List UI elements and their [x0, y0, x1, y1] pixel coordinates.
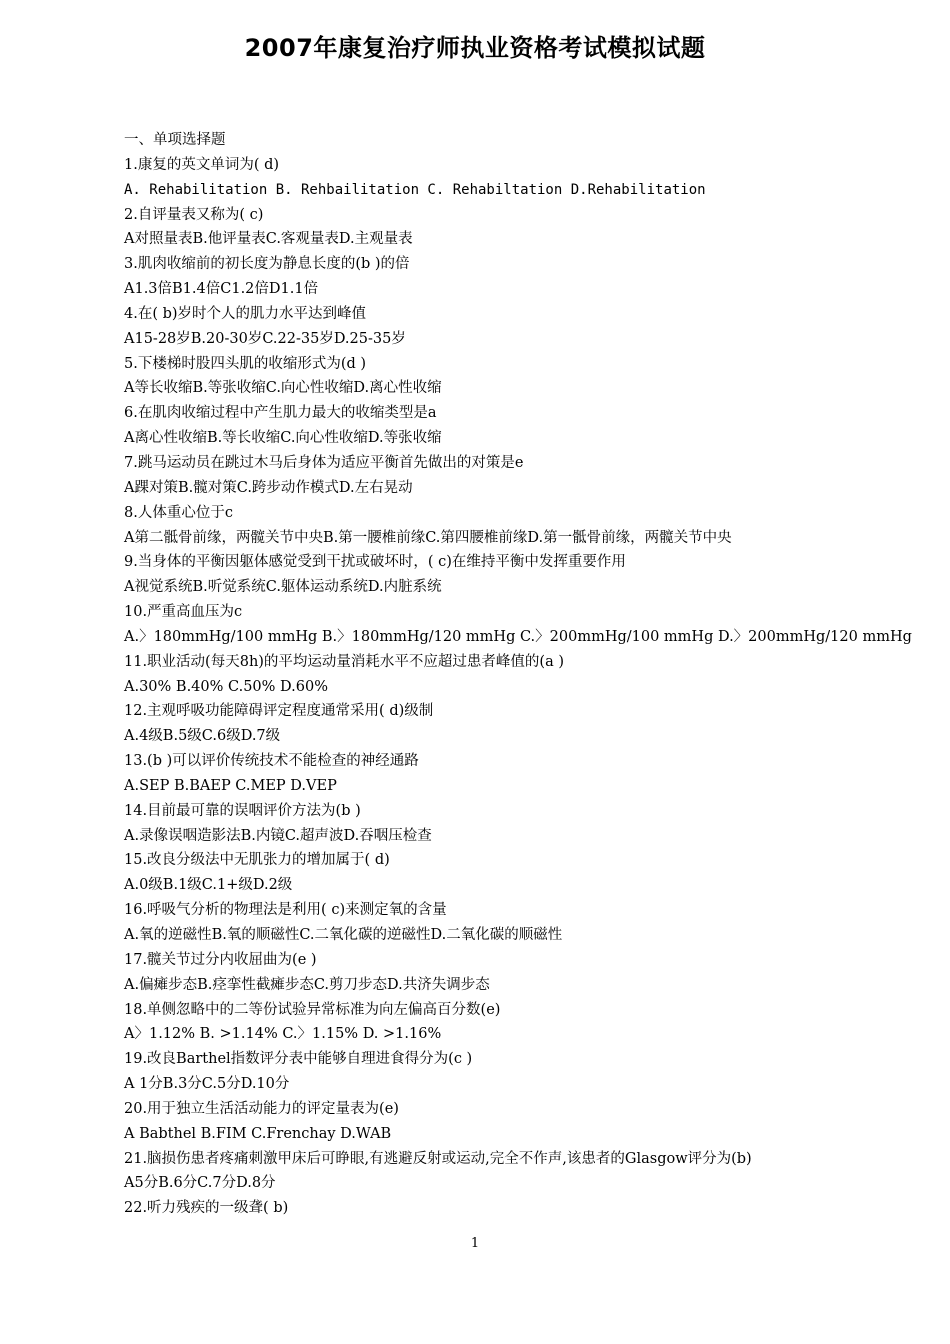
- answer-options-line: A.4级B.5级C.6级D.7级: [124, 728, 281, 745]
- question-line: 5.下楼梯时股四头肌的收缩形式为(d ): [124, 355, 367, 372]
- question-line: 16.呼吸气分析的物理法是利用( c)来测定氧的含量: [124, 902, 447, 919]
- answer-options-line: A.30% B.40% C.50% D.60%: [124, 678, 328, 695]
- answer-options-line: A.录像误咽造影法B.内镜C.超声波D.吞咽压检查: [124, 827, 432, 844]
- question-line: 3.肌肉收缩前的初长度为静息长度的(b )的倍: [124, 256, 410, 273]
- answer-options-line: A15-28岁B.20-30岁C.22-35岁D.25-35岁: [124, 330, 406, 347]
- answer-options-line: A.氧的逆磁性B.氧的顺磁性C.二氧化碳的逆磁性D.二氧化碳的顺磁性: [124, 927, 563, 943]
- answer-options-line: A离心性收缩B.等长收缩C.向心性收缩D.等张收缩: [124, 430, 442, 447]
- answer-options-line: A5分B.6分C.7分D.8分: [124, 1175, 276, 1192]
- document-body: [124, 128, 944, 1221]
- answer-options-line: A第二骶骨前缘，两髋关节中央B.第一腰椎前缘C.第四腰椎前缘D.第一骶骨前缘，两髋关节中央: [124, 529, 732, 546]
- question-line: 20.用于独立生活活动能力的评定量表为(e): [124, 1100, 399, 1117]
- answer-options-line: A.SEP B.BAEP C.MEP D.VEP: [124, 777, 337, 794]
- section-heading: 一、单项选择题: [124, 132, 226, 148]
- answer-options-line: A.〉180mmHg/100 mmHg B.〉180mmHg/120 mmHg C.〉200mmHg/100 mmHg D.〉200mmHg/120 mmHg: [124, 628, 912, 645]
- question-line: 4.在( b)岁时个人的肌力水平达到峰值: [124, 305, 367, 322]
- question-line: 13.(b )可以评价传统技术不能检查的神经通路: [124, 753, 419, 770]
- question-line: 11.职业活动(每天8h)的平均运动量消耗水平不应超过患者峰值的(a ): [124, 653, 565, 670]
- question-line: 1.康复的英文单词为( d): [124, 156, 280, 173]
- question-line: 12.主观呼吸功能障碍评定程度通常采用( d)级制: [124, 703, 434, 720]
- question-line: 18.单侧忽略中的二等份试验异常标准为向左偏高百分数(e): [124, 1001, 501, 1018]
- answer-options-line: A〉1.12% B. >1.14% C.〉1.15% D. >1.16%: [124, 1026, 442, 1043]
- question-line: 2.自评量表又称为( c): [124, 206, 264, 223]
- page-title: 2007年康复治疗师执业资格考试模拟试题: [244, 34, 706, 62]
- answer-options-line: A.偏瘫步态B.痉挛性截瘫步态C.剪刀步态D.共济失调步态: [124, 976, 490, 993]
- question-line: 22.听力残疾的一级聋( b): [124, 1200, 289, 1217]
- question-line: 19.改良Barthel指数评分表中能够自理进食得分为(c ): [124, 1051, 473, 1068]
- answer-options-line: A1.3倍B1.4倍C1.2倍D1.1倍: [124, 281, 319, 298]
- answer-options-line: A 1分B.3分C.5分D.10分: [124, 1076, 290, 1093]
- answer-options-line: A Babthel B.FIM C.Frenchay D.WAB: [124, 1125, 392, 1142]
- question-line: 21.脑损伤患者疼痛刺激甲床后可睁眼,有逃避反射或运动,完全不作声,该患者的Glasgow评分为(b): [124, 1150, 752, 1167]
- answer-options-line: A等长收缩B.等张收缩C.向心性收缩D.离心性收缩: [124, 380, 442, 397]
- question-line: 17.髋关节过分内收屈曲为(e ): [124, 951, 317, 968]
- answer-options-line: A. Rehabilitation B. Rehbailitation C. Rehabiltation D.Rehabilitation: [124, 181, 706, 198]
- answer-options-line: A踝对策B.髋对策C.跨步动作模式D.左右晃动: [124, 479, 413, 496]
- answer-options-line: A视觉系统B.听觉系统C.躯体运动系统D.内脏系统: [124, 579, 442, 596]
- question-line: 10.严重高血压为c: [124, 604, 243, 621]
- question-line: 9.当身体的平衡因躯体感觉受到干扰或破坏时，( c)在维持平衡中发挥重要作用: [124, 554, 626, 571]
- question-line: 6.在肌肉收缩过程中产生肌力最大的收缩类型是a: [124, 405, 437, 422]
- question-line: 8.人体重心位于c: [124, 504, 233, 521]
- page-number: 1: [470, 1236, 480, 1251]
- question-line: 14.目前最可靠的误咽评价方法为(b ): [124, 802, 361, 819]
- answer-options-line: A.0级B.1级C.1+级D.2级: [124, 877, 293, 894]
- question-line: 15.改良分级法中无肌张力的增加属于( d): [124, 852, 390, 869]
- question-line: 7.跳马运动员在跳过木马后身体为适应平衡首先做出的对策是e: [124, 454, 524, 471]
- answer-options-line: A对照量表B.他评量表C.客观量表D.主观量表: [124, 231, 413, 248]
